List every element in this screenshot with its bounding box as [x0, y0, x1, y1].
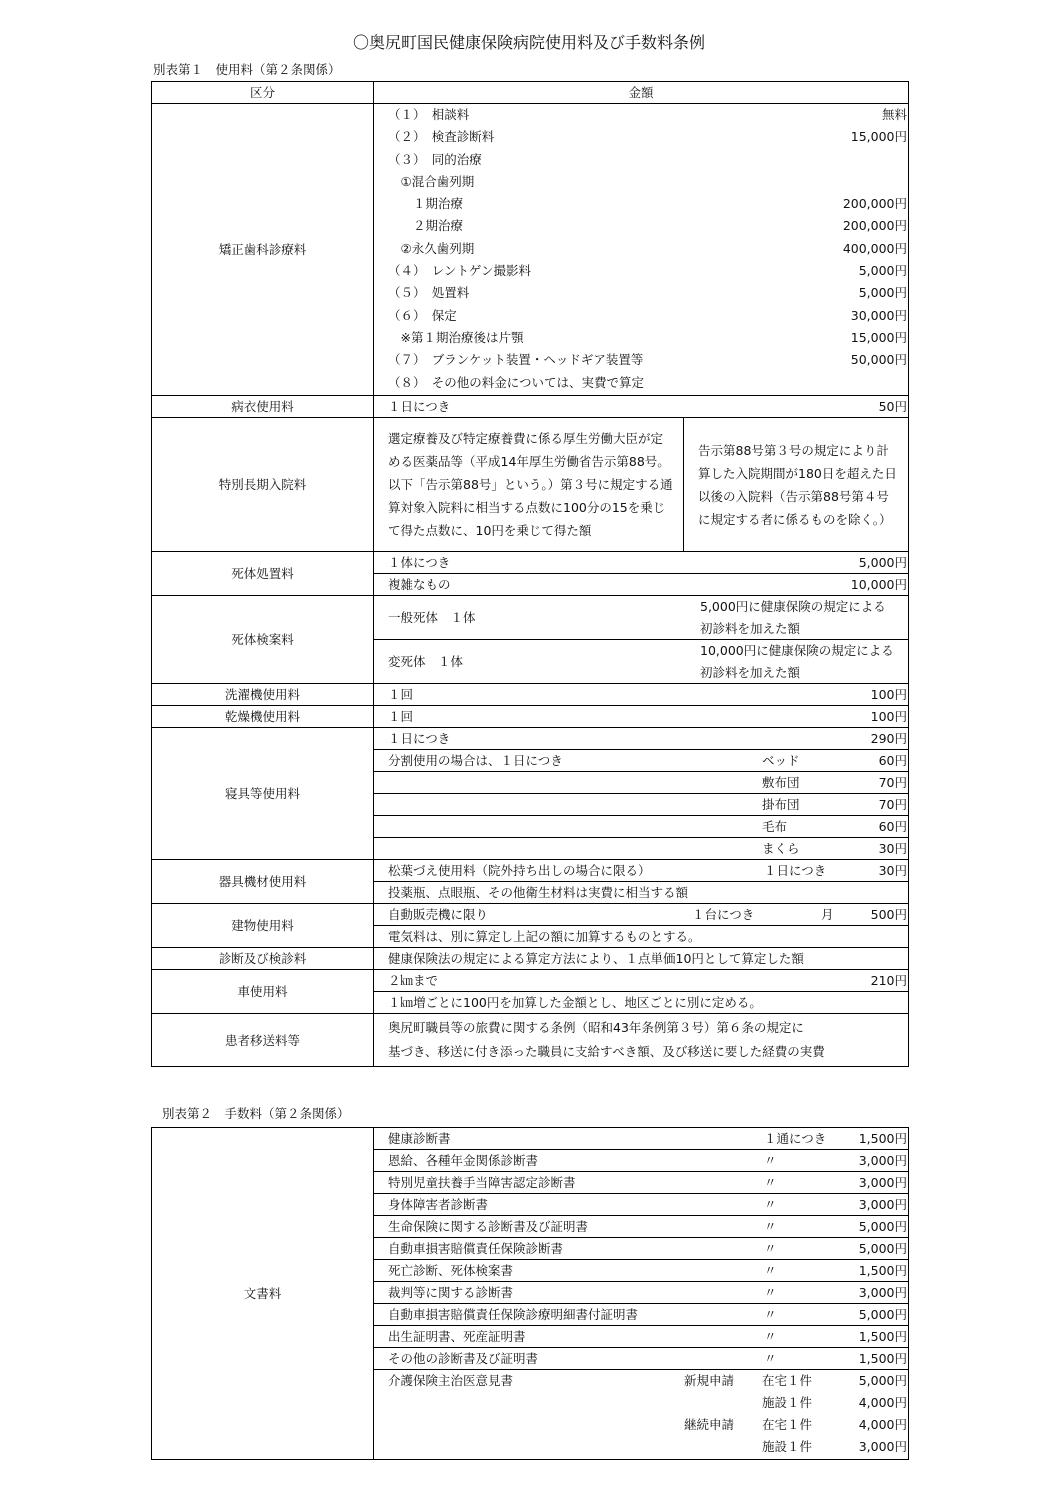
table1-caption: 別表第１ 使用料（第２条関係） [153, 62, 341, 77]
tokubetsu-left-text: 選定療養及び特定療養費に係る厚生労働大臣が定める医薬品等（平成14年厚生労働省告示第88号。以下「告示第88号」という。）第３号に規定する通算対象入院料に相当する点数に100分の15を乗じて得た点数に、10円を乗じて得た額 [374, 418, 684, 552]
shindan-text: 健康保険法の規定による算定方法により、１点単価10円として算定した額 [374, 948, 909, 970]
fee-row: 死亡診断、死体検案書 〃 1,500円 [374, 1260, 909, 1282]
line-row: （５） 処置料 5,000円 [388, 285, 908, 301]
fee-row: 特別児童扶養手当障害認定診断書 〃 3,000円 [374, 1172, 909, 1194]
shitai-kensa-amount: 10,000円に健康保険の規定による 初診料を加えた額 [700, 643, 894, 680]
line-row: （２） 検査診断料 15,000円 [388, 129, 908, 145]
shingu-item-row: 敷布団 70円 [374, 772, 909, 794]
table2-caption: 別表第２ 手数料（第２条関係） [162, 1106, 350, 1121]
shingu-item-row: まくら 30円 [374, 838, 909, 860]
sentaku-row: １回 100円 [374, 684, 909, 706]
shitai-shochi-row: １体につき 5,000円 [374, 552, 909, 574]
category-shingu: 寝具等使用料 [152, 728, 374, 860]
fee-row: 生命保険に関する診断書及び証明書 〃 5,000円 [374, 1216, 909, 1238]
header-amount: 金額 [374, 82, 909, 104]
kaigo-row: 介護保険主治医意見書 新規申請 在宅１件 5,000円 施設１件 4,000円 継続申請 在宅１件 4,000円 施設１件 3,000円 [374, 1370, 909, 1460]
kigu-note: 投薬瓶、点眼瓶、その他衛生材料は実費に相当する額 [374, 882, 909, 904]
shitai-kensa-row: 変死体 １体 10,000円に健康保険の規定による 初診料を加えた額 [374, 640, 909, 684]
line-row: （６） 保定 30,000円 [388, 307, 908, 323]
byoui-amount: １日につき 50円 [374, 396, 909, 418]
line-row: （８） その他の料金については、実費で算定 [388, 374, 645, 390]
tatemono-note: 電気料は、別に算定し上記の額に加算するものとする。 [374, 926, 909, 948]
kyosei-lines [374, 104, 909, 396]
shitai-kensa-row: 一般死体 １体 5,000円に健康保険の規定による 初診料を加えた額 [374, 596, 909, 640]
fee-table [151, 1127, 909, 1460]
shingu-item-row: 掛布団 70円 [374, 794, 909, 816]
category-sentaku: 洗濯機使用料 [152, 684, 374, 706]
category-kyosei: 矯正歯科診療料 [152, 104, 374, 396]
kanja-text: 奥尻町職員等の旅費に関する条例（昭和43年条例第３号）第６条の規定に 基づき、移送に付き添った職員に支給すべき額、及び移送に要した経費の実費 [374, 1014, 909, 1067]
kigu-row: 松葉づえ使用料（院外持ち出しの場合に限る） １日につき 30円 [374, 860, 909, 882]
line-row: ①混合歯列期 [388, 173, 475, 189]
kaigo-label: 介護保険主治医意見書 [388, 1373, 514, 1388]
fee-row: 健康診断書 １通につき 1,500円 [374, 1128, 909, 1150]
usage-fee-table [151, 81, 909, 1067]
category-byoui: 病衣使用料 [152, 396, 374, 418]
tatemono-row: 自動販売機に限り １台につき 月 500円 [374, 904, 909, 926]
line-row: １期治療 200,000円 [388, 196, 908, 212]
fee-row: 自動車損害賠償責任保険診断書 〃 5,000円 [374, 1238, 909, 1260]
category-kanja: 患者移送料等 [152, 1014, 374, 1067]
header-category: 区分 [152, 82, 374, 104]
kuruma-note: １㎞増ごとに100円を加算した金額とし、地区ごとに別に定める。 [374, 992, 909, 1014]
category-tokubetsu: 特別長期入院料 [152, 418, 374, 552]
document-title: 〇奥尻町国民健康保険病院使用料及び手数料条例 [352, 33, 705, 52]
line-row: （４） レントゲン撮影料 5,000円 [388, 263, 908, 279]
category-bunsho: 文書料 [152, 1128, 374, 1460]
tokubetsu-right-text: 告示第88号第３号の規定により計算した入院期間が180日を超えた日以後の入院料（告示第88号第４号に規定する者に係るものを除く。） [684, 418, 909, 552]
category-shitai-shochi: 死体処置料 [152, 552, 374, 596]
kansou-row: １回 100円 [374, 706, 909, 728]
line-row: （３） 同的治療 [388, 151, 482, 167]
kuruma-row: ２㎞まで 210円 [374, 970, 909, 992]
fee-row: 恩給、各種年金関係診断書 〃 3,000円 [374, 1150, 909, 1172]
shingu-split-row: 分割使用の場合は、１日につき ベッド 60円 [374, 750, 909, 772]
shitai-kensa-amount: 5,000円に健康保険の規定による 初診料を加えた額 [700, 599, 886, 636]
line-row: （１） 相談料 無料 [388, 107, 908, 122]
category-shindan: 診断及び検診料 [152, 948, 374, 970]
fee-row: その他の診断書及び証明書 〃 1,500円 [374, 1348, 909, 1370]
line-row: ２期治療 200,000円 [388, 218, 908, 234]
line-row: （７） ブランケット装置・ヘッドギア装置等 50,000円 [388, 352, 908, 368]
fee-row: 出生証明書、死産証明書 〃 1,500円 [374, 1326, 909, 1348]
category-shitai-kensa: 死体検案料 [152, 596, 374, 684]
fee-row: 裁判等に関する診断書 〃 3,000円 [374, 1282, 909, 1304]
shitai-shochi-row: 複雑なもの 10,000円 [374, 574, 909, 596]
fee-row: 身体障害者診断書 〃 3,000円 [374, 1194, 909, 1216]
line-row: ②永久歯列期 400,000円 [388, 240, 908, 256]
category-kansou: 乾燥機使用料 [152, 706, 374, 728]
shingu-day-row: １日につき 290円 [374, 728, 909, 750]
line-row: ※第１期治療後は片顎 15,000円 [388, 329, 908, 345]
fee-row: 自動車損害賠償責任保険診療明細書付証明書 〃 5,000円 [374, 1304, 909, 1326]
category-kuruma: 車使用料 [152, 970, 374, 1014]
category-tatemono: 建物使用料 [152, 904, 374, 948]
category-kigu: 器具機材使用料 [152, 860, 374, 904]
shingu-item-row: 毛布 60円 [374, 816, 909, 838]
